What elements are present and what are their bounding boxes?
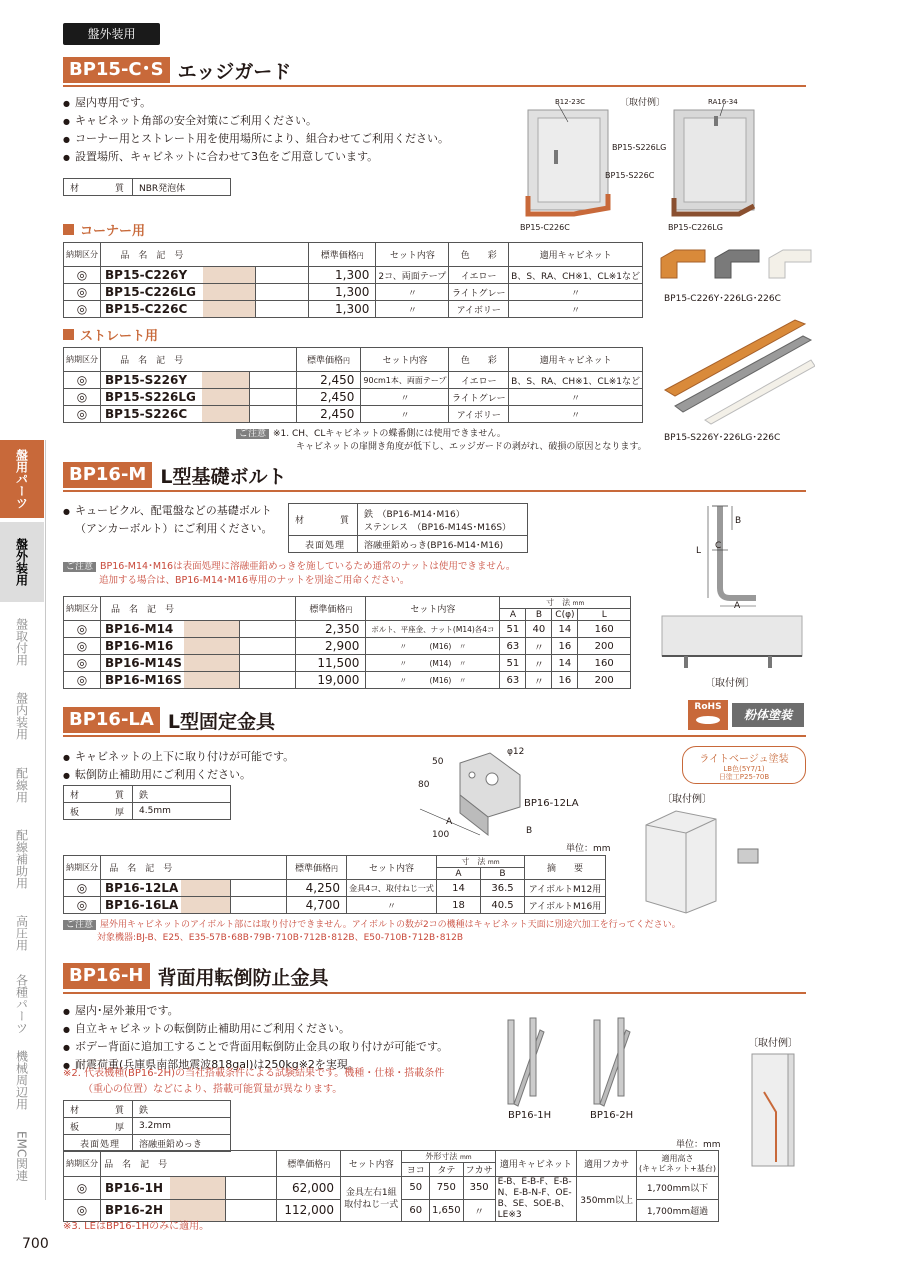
bp15-bullets: ● 屋内専用です。 ● キャビネット角部の安全対策にご利用ください。 ● コーナー用とストレート用を使用場所により、組合わせてご利用ください。 ● 設置場所、キャビネットに合わせて3色をご用意しています。 (63, 94, 503, 166)
bp15-corner-table: 納期区分 品 名 記 号 標準価格円 セット内容 色 彩 適用キャビネット ◎ BP15-C226Y 1,300 2コ、両面テープ イエロー B、S、RA、CH※1、CL※1など ◎ BP15-C226LG 1,300 〃 ライトグレー 〃 ◎ BP15-C226C 1,300 〃 アイボリー 〃 (63, 242, 643, 318)
bp16h-header: BP16-H 背面用転倒防止金具 (63, 962, 329, 990)
side-tab-8[interactable]: 機械周辺用 (14, 1050, 29, 1110)
table-row: ◎ BP16-M16S 19,000 〃 (M16) 〃 63 〃 16 200 (64, 672, 631, 689)
side-tab-6[interactable]: 高圧用 (14, 915, 29, 951)
bp16h-brackets-image (490, 1010, 650, 1110)
rohs-badge: RoHS (688, 700, 728, 730)
table-row: ◎ BP16-M16 2,900 〃 (M16) 〃 63 〃 16 200 (64, 638, 631, 655)
side-tab-1[interactable]: 盤外装用 (0, 522, 44, 602)
side-tab-3[interactable]: 盤内装用 (14, 692, 29, 740)
bp16m-rule (63, 490, 806, 492)
table-row: ◎ BP15-C226LG 1,300 〃 ライトグレー 〃 (64, 284, 643, 301)
leaf-icon (696, 716, 720, 724)
bp16m-caution: ご注意 BP16-M14･M16は表面処理に溶融亜鉛めっきを施しているため通常のナットは使用できません。 追加する場合は、BP16-M14･M16専用のナットを別途ご用命ください。 (63, 560, 515, 587)
bp15-header (63, 56, 291, 84)
bp16m-table: 納期区分 品 名 記 号 標準価格円 セット内容 寸 法 mm A B C(φ) L ◎ BP16-M14 2,350 ボルト、平座金、ナット(M14)各4コ 51 40 14 160 ◎ BP16-M16 2,900 〃 (M16) 〃 63 〃 16 200 ◎ BP16-M14S 11,500 〃 (M14) 〃 51 〃 14 160 ◎ BP16-M16S 19,000 〃 (M16) 〃 63 〃 16 200 (63, 596, 631, 689)
bp15-rule (63, 85, 806, 87)
bp15-install-image (514, 92, 804, 242)
bp16m-bolt-diagram (682, 500, 782, 615)
bp16h-note3: ※3. LEはBP16-1Hのみに適用。 (63, 1221, 210, 1232)
table-row: ◎ BP15-C226Y 1,300 2コ、両面テープ イエロー B、S、RA、CH※1、CL※1など (64, 267, 643, 284)
bp16la-install-image (636, 805, 786, 915)
bp16la-table: 納期区分 品 名 記 号 標準価格円 セット内容 寸 法 mm 摘 要 A B ◎ BP16-12LA 4,250 金具4コ、取付ねじ一式 14 36.5 アイボルトM12用 ◎ BP16-16LA 4,700 〃 18 40.5 アイボルトM16用 (63, 855, 606, 914)
bp15-straight-table: 納期区分 品 名 記 号 標準価格円 セット内容 色 彩 適用キャビネット ◎ BP15-S226Y 2,450 90cm1本、両面テープ イエロー B、S、RA、CH※1、CL※1など ◎ BP15-S226LG 2,450 〃 ライトグレー 〃 ◎ BP15-S226C 2,450 〃 アイボリー 〃 (63, 347, 643, 423)
category-label: 盤外装用 (63, 23, 160, 45)
table-row: ◎ BP16-M14S 11,500 〃 (M14) 〃 51 〃 14 160 (64, 655, 631, 672)
bp16h-table: 納期区分 品 名 記 号 標準価格円 セット内容 外形寸法 mm 適用キャビネット 適用フカサ 適用高さ (キャビネット+基台) ヨコ タテ フカサ ◎ BP16-1H 62,000 金具左右1組取付ねじ一式 50 750 350 E-B、E-B-F、E-B-N、E-B-N-F、OE-B、SE、SOE-B、LE※3 350mm以上 1,700mm以下 ◎ BP16-2H 112,000 60 1,650 〃 1,700mm超過 (63, 1150, 719, 1222)
bp16la-bracket-diagram (400, 745, 560, 845)
bp16m-bullets: ● キュービクル、配電盤などの基礎ボルト （アンカーボルト）にご利用ください。 (63, 502, 283, 538)
bp15-straight-subtitle: ストレート用 (63, 325, 158, 344)
side-tab-9[interactable]: EMC関連 (14, 1130, 29, 1182)
table-row: ◎ BP15-C226C 1,300 〃 アイボリー 〃 (64, 301, 643, 318)
powder-coat-badge: 粉体塗装 (732, 703, 804, 727)
bp16m-header: BP16-M L型基礎ボルト (63, 461, 286, 489)
bp16la-caution: ご注意 屋外用キャビネットのアイボルト部には取り付けできません。アイボルトの数が2コの機種はキャビネット天面に別途穴加工を行ってください。 対象機器:BJ-B、E25、E35-57B･68B･79B･710B･712B･812B、E50-710B･712B･812B (63, 919, 681, 945)
side-tab-2[interactable]: 盤取付用 (14, 618, 29, 666)
bp16h-note2: ※2. 代表機種(BP16-2H)の当社搭載条件による試験結果です。機種・仕様・搭載条件 （重心の位置）などにより、搭載可能質量が異なります。 (63, 1068, 445, 1095)
table-row: ◎ BP16-M14 2,350 ボルト、平座金、ナット(M14)各4コ 51 40 14 160 (64, 621, 631, 638)
bp15-straight-pieces-image (655, 310, 815, 425)
table-row: ◎ BP15-S226C 2,450 〃 アイボリー 〃 (64, 406, 643, 423)
bp16h-material-table: 材 質 鉄 板 厚 3.2mm 表面処理 溶融亜鉛めっき (63, 1100, 231, 1152)
bp16h-install-image (748, 1052, 798, 1170)
bp16la-header: BP16-LA L型固定金具 (63, 706, 275, 734)
side-tab-7[interactable]: 各種パーツ (14, 974, 29, 1034)
bp16h-rule (63, 992, 806, 994)
bp15-code: BP15-C･S (63, 57, 170, 83)
bp15-caution: ご注意 ※1. CH、CLキャビネットの蝶番側には使用できません。 キャビネットの扉開き角度が低下し、エッジガードの剥がれ、破損の原因となります。 (236, 428, 647, 454)
bp15-material-table: 材 質 NBR発泡体 (63, 178, 231, 196)
bp15-corner-subtitle: コーナー用 (63, 220, 145, 239)
bp16m-material-table: 材 質 鉄 （BP16-M14･M16） ステンレス （BP16-M14S･M16S） 表面処理 溶融亜鉛めっき(BP16-M14･M16) (288, 503, 528, 553)
table-row: ◎ BP16-16LA 4,700 〃 18 40.5 アイボルトM16用 (64, 897, 606, 914)
table-row: ◎ BP16-2H 112,000 60 1,650 〃 1,700mm超過 (64, 1199, 719, 1222)
side-tab-4[interactable]: 配線用 (14, 767, 29, 803)
table-row: ◎ BP15-S226LG 2,450 〃 ライトグレー 〃 (64, 389, 643, 406)
side-tab-0[interactable]: 盤用パーツ (0, 440, 44, 518)
side-tab-5[interactable]: 配線補助用 (14, 829, 29, 889)
bp15-corner-pieces-image (655, 248, 815, 286)
bp16h-bullets: ● 屋内･屋外兼用です。 ● 自立キャビネットの転倒防止補助用にご利用ください。 ● ボデー背面に追加工することで背面用転倒防止金具の取り付けが可能です。 ● 耐震荷重(兵庫県南部地震波818gal)は250kg※2を実現。 (63, 1002, 483, 1074)
table-row: ◎ BP15-S226Y 2,450 90cm1本、両面テープ イエロー B、S、RA、CH※1、CL※1など (64, 372, 643, 389)
bp16la-bullets: ● キャビネットの上下に取り付けが可能です。 ● 転倒防止補助用にご利用ください。 (63, 748, 363, 784)
bp16la-material-table: 材 質 鉄 板 厚 4.5mm (63, 785, 231, 820)
page-number: 700 (22, 1236, 49, 1252)
bp16la-rule (63, 735, 806, 737)
bp15-title: エッジガード (177, 60, 292, 83)
table-row: ◎ BP16-12LA 4,250 金具4コ、取付ねじ一式 14 36.5 アイボルトM12用 (64, 880, 606, 897)
paint-badge: ライトベージュ塗装 LB色(5Y7/1) 日塗工P25-70B (682, 746, 806, 784)
table-row: ◎ BP16-1H 62,000 金具左右1組取付ねじ一式 50 750 350 E-B、E-B-F、E-B-N、E-B-N-F、OE-B、SE、SOE-B、LE※3 350mm以上 1,700mm以下 (64, 1177, 719, 1200)
bp16m-install-image (660, 612, 805, 672)
